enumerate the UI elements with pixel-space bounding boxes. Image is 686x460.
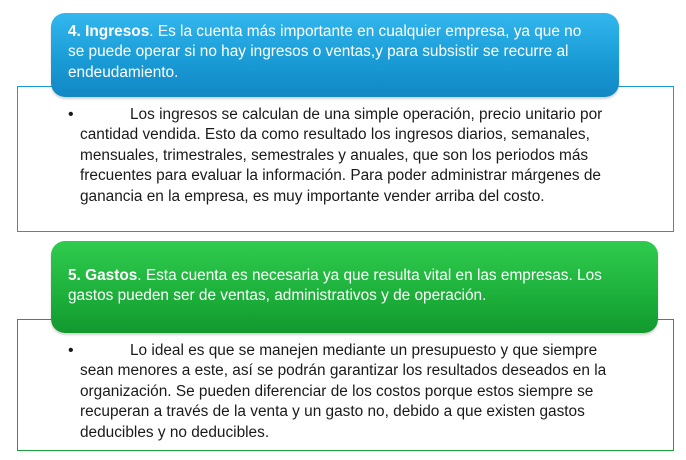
bullet-marker: • — [68, 106, 74, 123]
ingresos-detail-text: Los ingresos se calculan de una simple operación, precio unitario por cantidad vendida. Esto da como resultado los ingresos diarios, semanales, mensuales, trimestrales, semestrales y anuales, que son los periodos más frecuentes para evaluar la información. Para poder administrar márgenes de ganancia en la empresa, es muy importante vender arriba del costo. — [80, 106, 603, 205]
gastos-intro-text: . Esta cuenta es necesaria ya que resulta vital en las empresas. Los gastos pueden ser de ventas, administrativos y de operación. — [68, 267, 602, 305]
gastos-detail-box — [17, 319, 674, 451]
ingresos-intro-text: . Es la cuenta más importante en cualquier empresa, ya que no se puede operar si no hay ingresos o ventas,y para subsistir se recurre al endeudamiento. — [68, 23, 582, 81]
bullet-marker: • — [68, 342, 74, 359]
gastos-heading: 5. Gastos — [68, 267, 138, 284]
ingresos-heading: 4. Ingresos — [68, 23, 150, 40]
ingresos-detail-box — [17, 86, 674, 232]
gastos-detail-text: Lo ideal es que se manejen mediante un presupuesto y que siempre sean menores a este, así se podrán garantizar los resultados deseados en la organización. Se pueden diferenciar de los costos porque estos siempre se recuperan a través de la venta y un gasto no, debido a que existen gastos deducibles y no deducibles. — [80, 342, 607, 441]
gastos-header-banner — [51, 241, 658, 333]
ingresos-header-banner — [51, 13, 619, 97]
